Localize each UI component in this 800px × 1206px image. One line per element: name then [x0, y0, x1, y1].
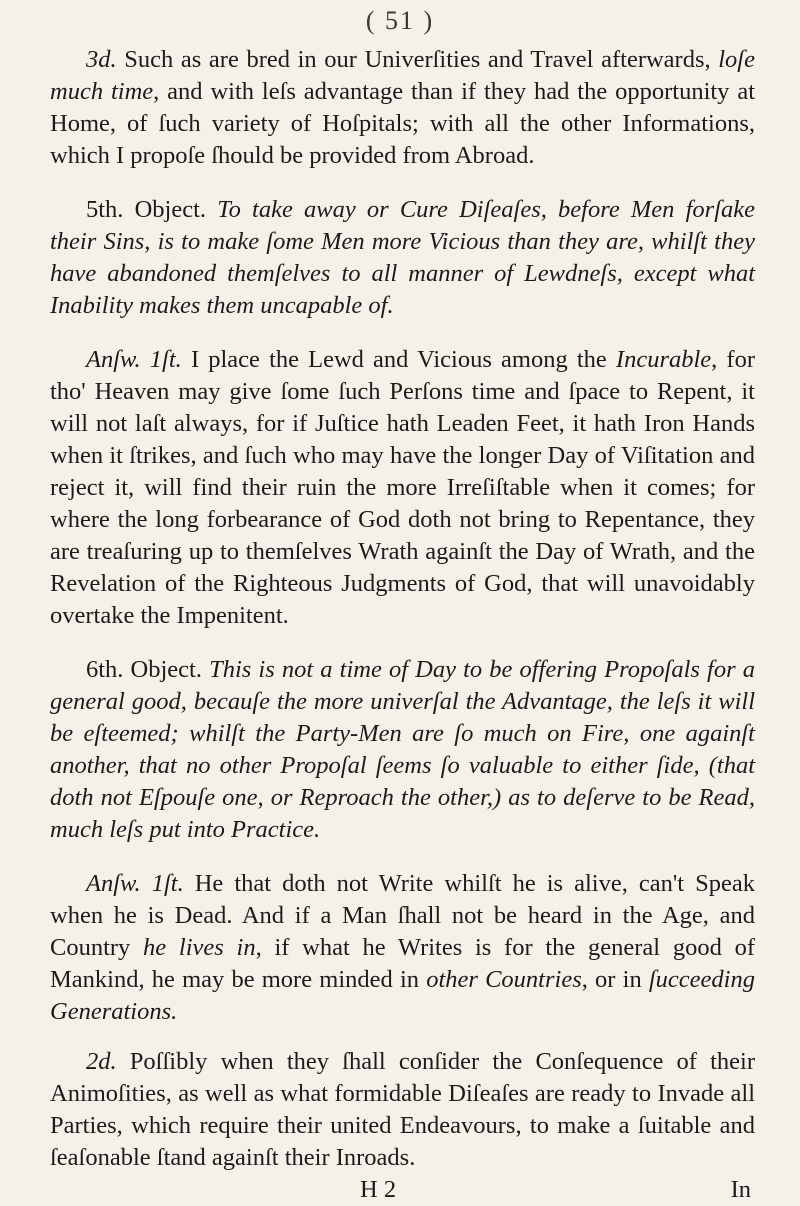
text-run: 3d. [86, 46, 117, 73]
text-run: Anſw. 1ſt. [86, 870, 184, 897]
text-run: Such as are bred in our Univerſities and Travel afterwards, [116, 46, 719, 73]
text-run: To take away or Cure Diſeaſes, before Men forſake their Sins, is to make ſome Men more Vicious than they are, whilſt they have abandoned themſelves to all manner of Lewdneſs, except what Inability makes them uncapable of. [50, 196, 755, 319]
text-run: Incurable [615, 346, 712, 373]
text-run: 6th. Object. [86, 656, 210, 683]
text-run: He that doth not Write whilſt he is alive, can't Speak when he is Dead. And if a Man ſhall not be heard in the Age, and Country [50, 870, 756, 961]
text-run: This is not a time of Day to be offering Propoſals for a general good, becauſe the more univerſal the Advantage, the leſs it will be eſteemed; whilſt the Party-Men are ſo much on Fire, one againſt another, that no other Propoſal ſeems ſo valuable to either ſide, (that doth not Eſpouſe one, or Reproach the other,) as to deſerve to be Read, much leſs put into Practice. [50, 656, 755, 843]
body-text [50, 44, 755, 1206]
text-run: , and with leſs advantage than if they had the opportunity at Home, of ſuch variety of Hoſpitals; with all the other Informations, which I propoſe ſhould be provided from Abroad. [50, 78, 756, 169]
text-run: , if what he Writes is for the general good of Mankind, he may be more minded in [50, 934, 755, 993]
paragraph-objection-6 [50, 654, 755, 846]
text-run: 5th. Object. [86, 196, 218, 223]
paragraph-objection-5 [50, 194, 755, 322]
signature-mark: H 2 [360, 1176, 397, 1203]
page-number: ( 51 ) [365, 6, 435, 35]
paragraph-answer-5 [50, 344, 755, 632]
text-run: 2d. [86, 1048, 117, 1075]
text-run: Anſw. 1ſt. [86, 346, 182, 373]
text-run: , or in [581, 966, 649, 993]
text-run: ſucceeding Generations. [50, 966, 755, 1025]
paragraph-answer-6 [50, 868, 755, 1028]
page-footer [50, 1174, 755, 1206]
text-run: loſe much time [50, 46, 755, 105]
text-run: Poſſibly when they ſhall conſider the Conſequence of their Animoſities, as well as what formidable Diſeaſes are ready to Invade all Parties, which require their united Endeavours, to make a ſuitable and ſeaſonable ſtand againſt their Inroads. [50, 1048, 755, 1171]
text-run: other Countries [426, 966, 582, 993]
text-run: , for tho' Heaven may give ſome ſuch Perſons time and ſpace to Repent, it will not laſt always, for if Juſtice hath Leaden Feet, it hath Iron Hands when it ſtrikes, and ſuch who may have the longer Day of Viſitation and reject it, will find their ruin the more Irreſiſtable when it comes; for where the long forbearance of God doth not bring to Repentance, they are treaſuring up to themſelves Wrath againſt the Day of Wrath, and the Revelation of the Righteous Judgments of God, that will unavoidably overtake the Impenitent. [50, 346, 755, 629]
paragraph-3d [50, 44, 755, 172]
text-run: he lives in [143, 934, 256, 961]
text-run: I place the Lewd and Vicious among the [181, 346, 616, 373]
catchword: In [730, 1176, 751, 1203]
paragraph-answer-6-second [50, 1046, 755, 1174]
